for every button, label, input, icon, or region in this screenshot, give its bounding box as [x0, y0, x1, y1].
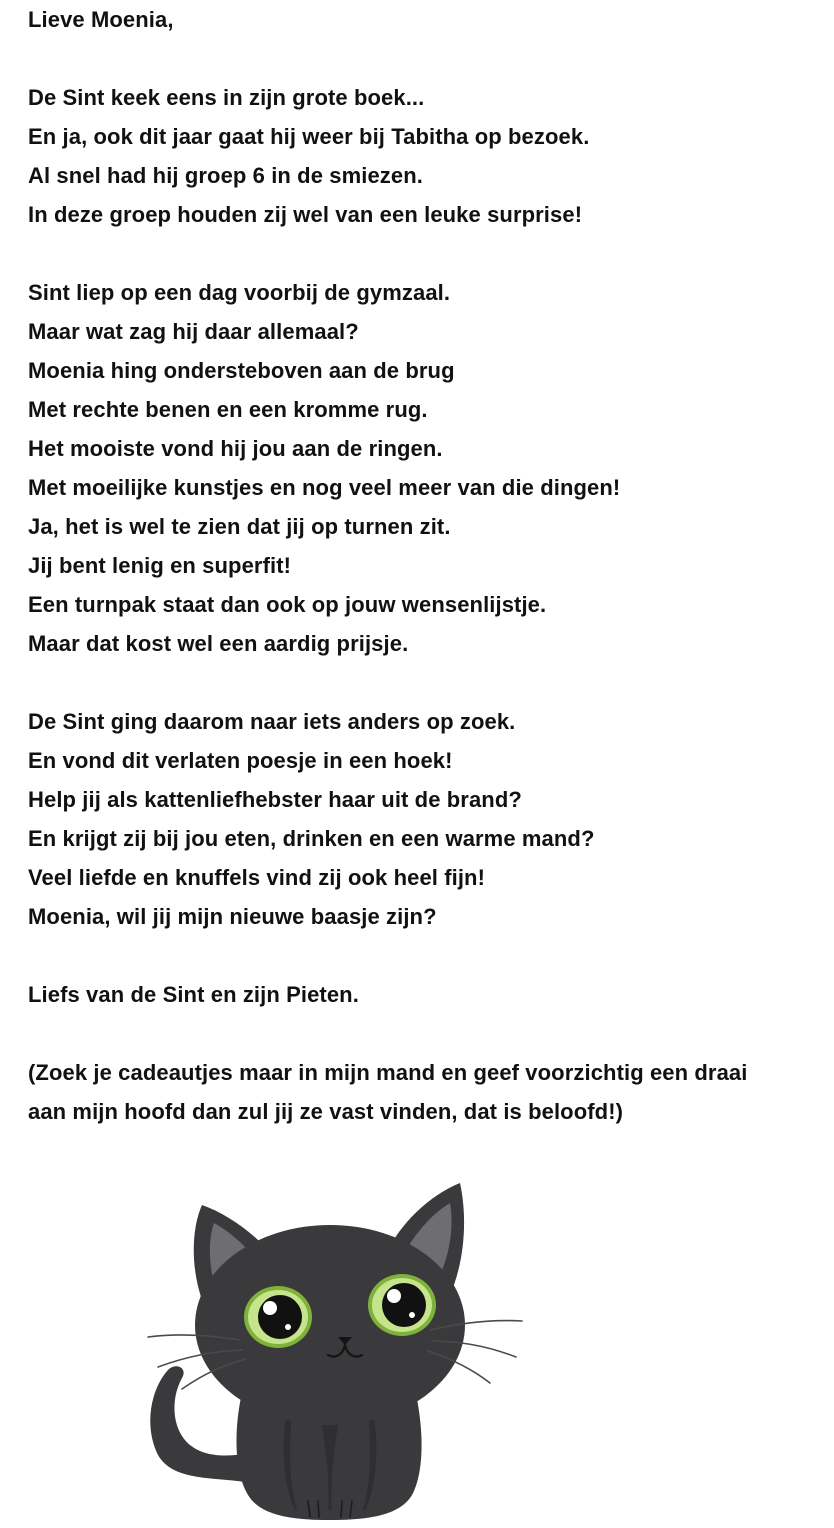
poem-line: Sint liep op een dag voorbij de gymzaal. — [28, 280, 451, 305]
stanza-gap — [28, 39, 828, 78]
cat-eye-right — [368, 1274, 436, 1336]
postscript — [28, 1053, 828, 1131]
poem-line: En ja, ook dit jaar gaat hij weer bij Tabitha op bezoek. — [28, 124, 590, 149]
cat-eye-left — [244, 1286, 312, 1348]
poem-line: Een turnpak staat dan ook op jouw wensenlijstje. — [28, 592, 547, 617]
stanza-3 — [28, 702, 828, 936]
poem-line: Jij bent lenig en superfit! — [28, 553, 292, 578]
stanza-gap — [28, 663, 828, 702]
cat-front-leg-left — [290, 1415, 328, 1520]
black-cat-illustration — [130, 1165, 530, 1525]
poem-line: De Sint ging daarom naar iets anders op zoek. — [28, 709, 516, 734]
signoff: Liefs van de Sint en zijn Pieten. — [28, 982, 359, 1007]
poem-line: De Sint keek eens in zijn grote boek... — [28, 85, 425, 110]
poem-line: Met moeilijke kunstjes en nog veel meer van die dingen! — [28, 475, 621, 500]
poem-line: En vond dit verlaten poesje in een hoek! — [28, 748, 453, 773]
postscript-line: aan mijn hoofd dan zul jij ze vast vinden, dat is beloofd!) — [28, 1099, 624, 1124]
cat-icon — [130, 1165, 530, 1525]
stanza-1 — [28, 78, 828, 234]
poem-line: Met rechte benen en een kromme rug. — [28, 397, 428, 422]
stanza-2 — [28, 273, 828, 663]
poem-line: Moenia, wil jij mijn nieuwe baasje zijn? — [28, 904, 437, 929]
poem-line: Maar dat kost wel een aardig prijsje. — [28, 631, 409, 656]
poem-line: Het mooiste vond hij jou aan de ringen. — [28, 436, 443, 461]
poem-line: Veel liefde en knuffels vind zij ook heel fijn! — [28, 865, 486, 890]
stanza-gap — [28, 1014, 828, 1053]
stanza-gap — [28, 234, 828, 273]
poem-line: In deze groep houden zij wel van een leuke surprise! — [28, 202, 583, 227]
poem-line: Moenia hing ondersteboven aan de brug — [28, 358, 455, 383]
poem-line: Help jij als kattenliefhebster haar uit de brand? — [28, 787, 522, 812]
poem-line: En krijgt zij bij jou eten, drinken en een warme mand? — [28, 826, 595, 851]
poem-line: Ja, het is wel te zien dat jij op turnen zit. — [28, 514, 451, 539]
poem-line: Maar wat zag hij daar allemaal? — [28, 319, 359, 344]
stanza-gap — [28, 936, 828, 975]
poem-line: Al snel had hij groep 6 in de smiezen. — [28, 163, 423, 188]
letter-body — [28, 0, 828, 1131]
greeting: Lieve Moenia, — [28, 7, 174, 32]
postscript-line: (Zoek je cadeautjes maar in mijn mand en geef voorzichtig een draai — [28, 1060, 748, 1085]
cat-front-leg-right — [331, 1415, 369, 1520]
